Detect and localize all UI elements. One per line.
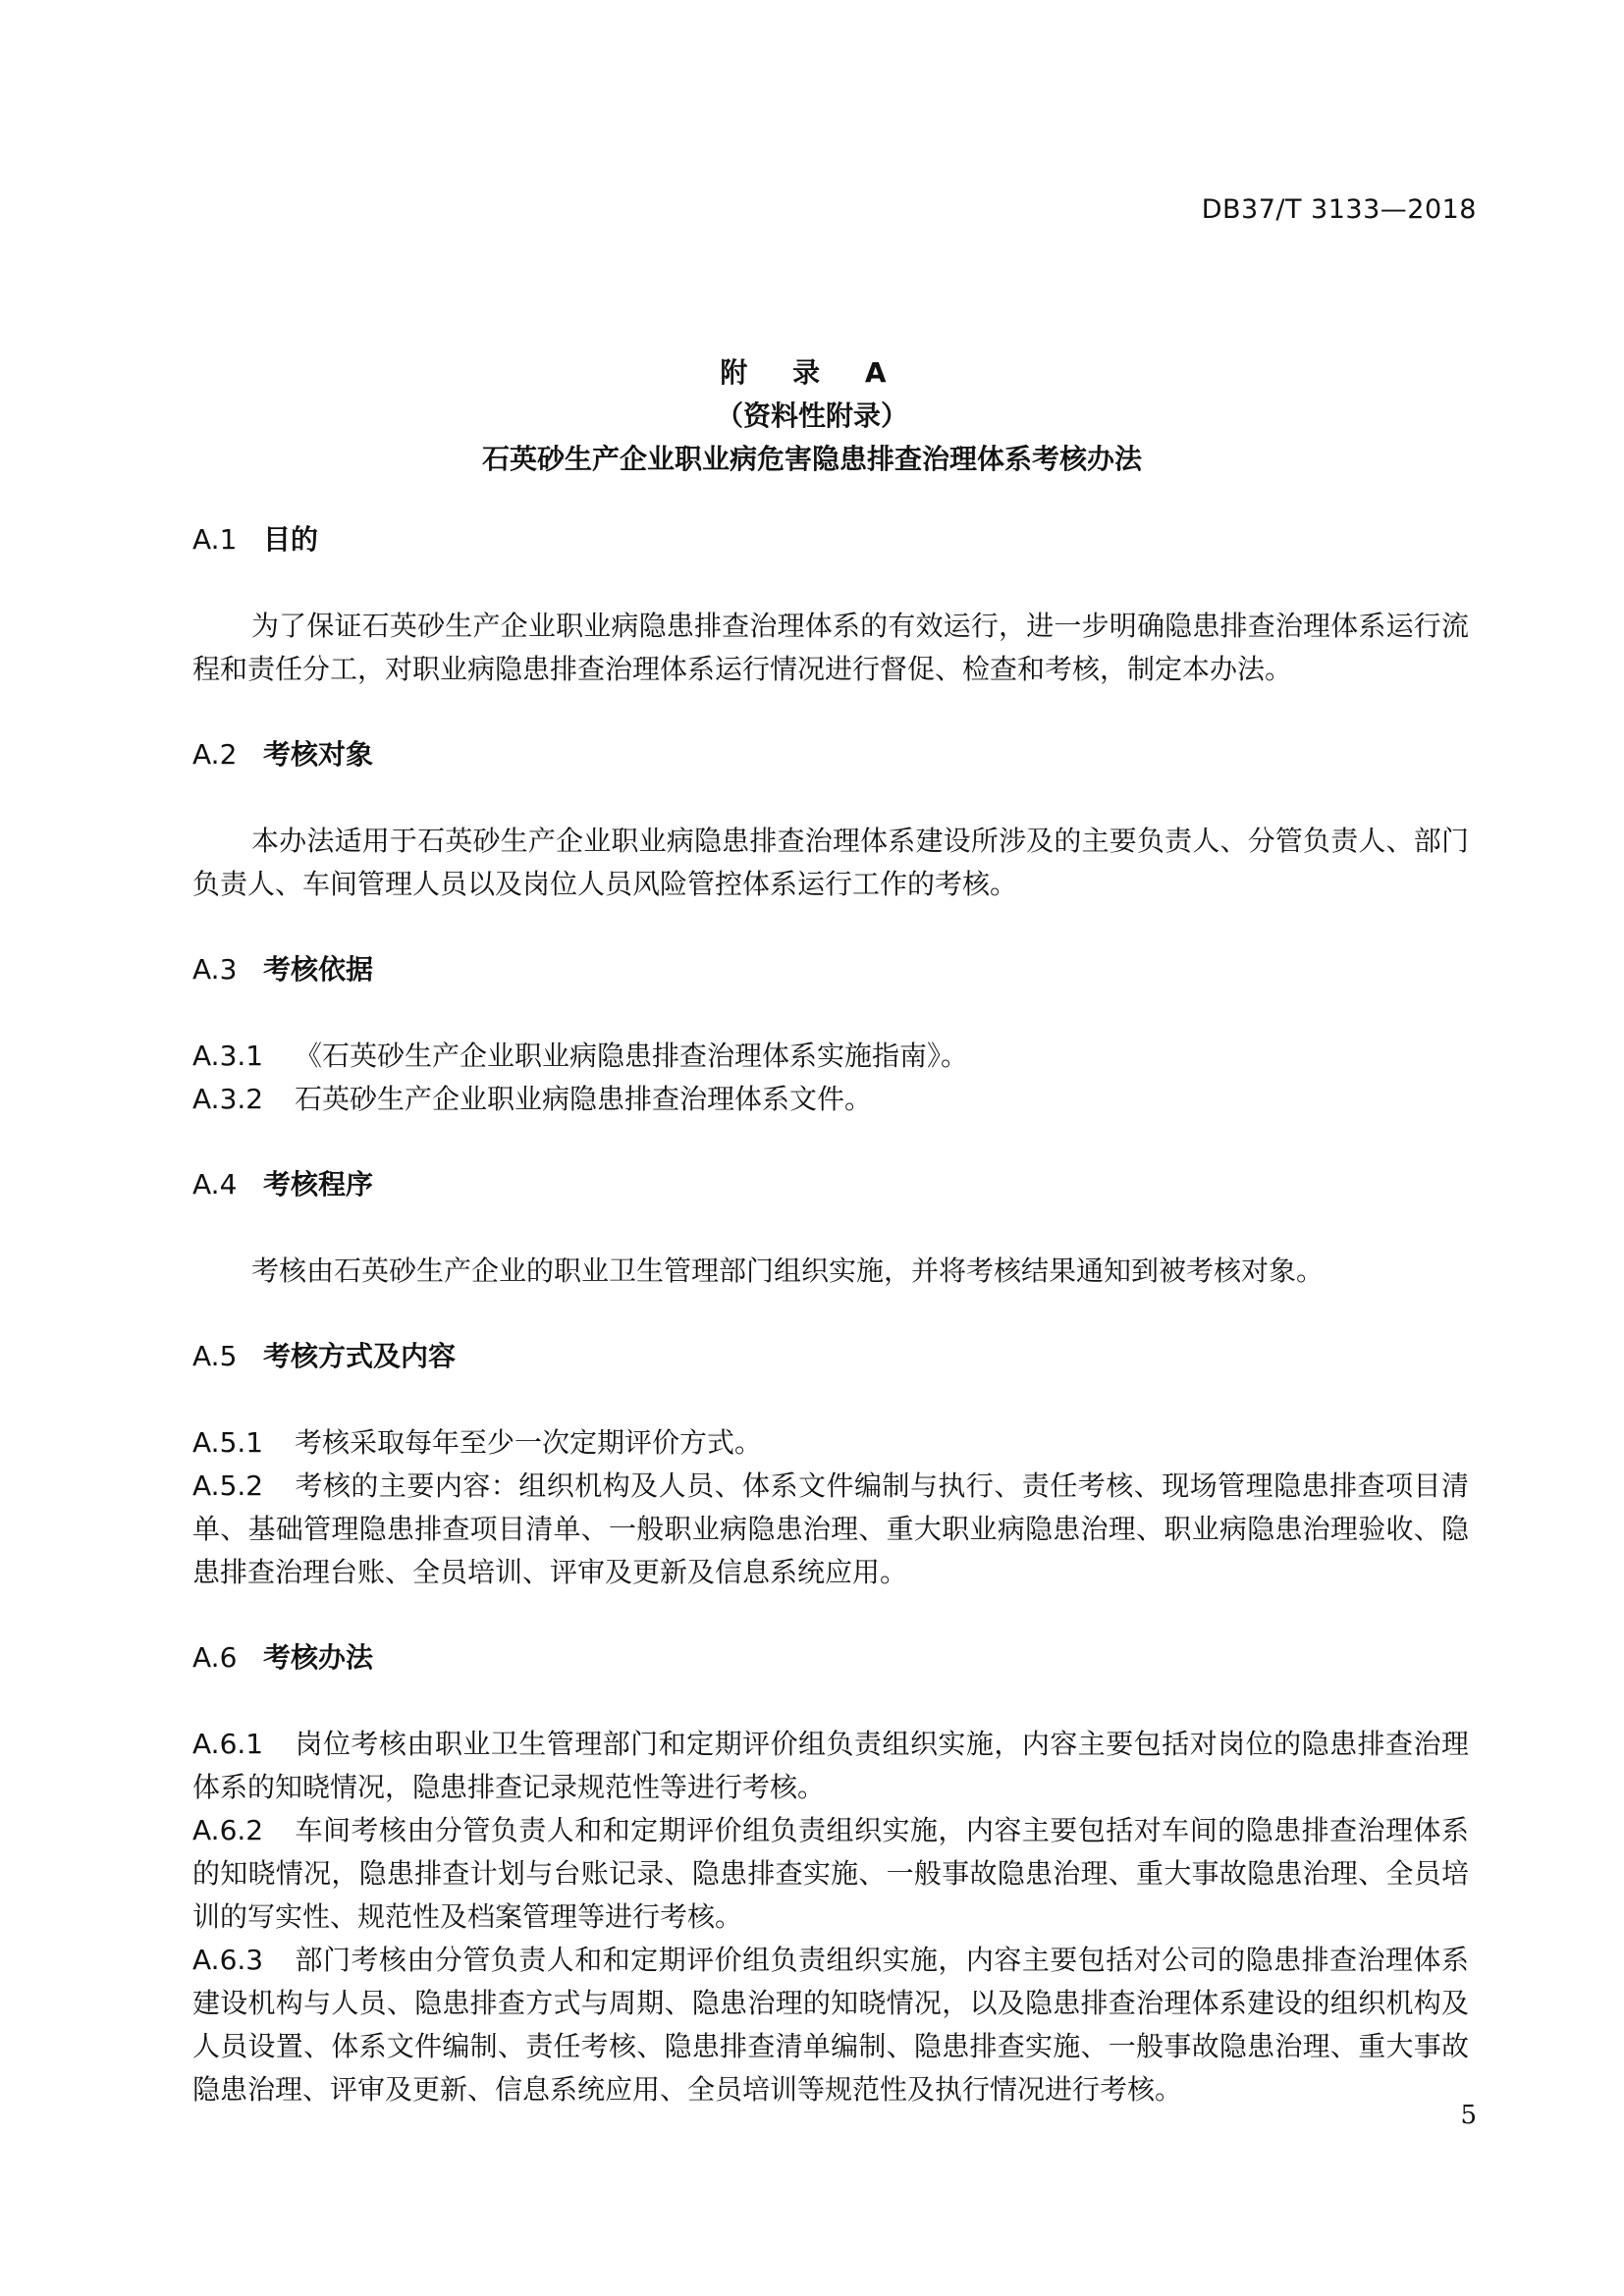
clause-item	[192, 1078, 1469, 1121]
section-heading-a1	[192, 518, 1469, 561]
clause-number: A.5.1	[192, 1426, 264, 1459]
clause-text: 石英砂生产企业职业病隐患排查治理体系文件。	[295, 1083, 873, 1115]
section-number: A.6	[192, 1641, 238, 1674]
clause-number: A.3.1	[192, 1040, 264, 1072]
section-paragraph: 为了保证石英砂生产企业职业病隐患排查治理体系的有效运行，进一步明确隐患排查治理体系运行流程和责任分工，对职业病隐患排查治理体系运行情况进行督促、检查和考核，制定本办法。	[192, 610, 1469, 685]
section-number: A.2	[192, 738, 238, 771]
clause-text: 考核采取每年至少一次定期评价方式。	[295, 1426, 763, 1459]
section-title: 考核方式及内容	[263, 1340, 457, 1372]
section-heading-a4	[192, 1163, 1469, 1206]
clause-number: A.6.1	[192, 1728, 264, 1760]
section-heading-a6	[192, 1636, 1469, 1680]
page-number: 5	[1460, 2101, 1477, 2130]
section-number: A.3	[192, 953, 238, 986]
section-paragraph: 考核由石英砂生产企业的职业卫生管理部门组织实施，并将考核结果通知到被考核对象。	[251, 1255, 1325, 1287]
section-number: A.1	[192, 523, 238, 556]
appendix-title: 石英砂生产企业职业病危害隐患排查治理体系考核办法	[481, 443, 1142, 475]
section-title: 考核依据	[263, 953, 374, 986]
section-paragraph: 本办法适用于石英砂生产企业职业病隐患排查治理体系建设所涉及的主要负责人、分管负责人、部门负责人、车间管理人员以及岗位人员风险管控体系运行工作的考核。	[192, 825, 1469, 900]
clause-item	[192, 1421, 1469, 1465]
document-body	[192, 518, 1469, 2111]
section-heading-a2	[192, 733, 1469, 776]
appendix-header	[0, 351, 1624, 481]
clause-text: 岗位考核由职业卫生管理部门和定期评价组负责组织实施，内容主要包括对岗位的隐患排查治理体系的知晓情况，隐患排查记录规范性等进行考核。	[192, 1728, 1469, 1803]
section-title: 考核程序	[263, 1168, 374, 1201]
document-code: DB37/T 3133—2018	[1201, 194, 1477, 225]
clause-number: A.6.3	[192, 1944, 264, 1976]
clause-number: A.3.2	[192, 1083, 264, 1115]
section-title: 目的	[263, 523, 319, 556]
clause-number: A.5.2	[192, 1469, 264, 1502]
section-title: 考核对象	[263, 738, 374, 771]
clause-text: 部门考核由分管负责人和和定期评价组负责组织实施，内容主要包括对公司的隐患排查治理体系建设机构与人员、隐患排查方式与周期、隐患治理的知晓情况，以及隐患排查治理体系建设的组织机构及人员设置、体系文件编制、责任考核、隐患排查清单编制、隐患排查实施、一般事故隐患治理、重大事故隐患治理、评审及更新、信息系统应用、全员培训等规范性及执行情况进行考核。	[192, 1944, 1469, 2106]
clause-item	[192, 1939, 1469, 2111]
clause-number: A.6.2	[192, 1814, 264, 1846]
clause-item	[192, 1723, 1469, 1809]
section-heading-a3	[192, 948, 1469, 991]
section-number: A.5	[192, 1340, 238, 1372]
section-title: 考核办法	[263, 1641, 374, 1674]
clause-text: 考核的主要内容：组织机构及人员、体系文件编制与执行、责任考核、现场管理隐患排查项目清单、基础管理隐患排查项目清单、一般职业病隐患治理、重大职业病隐患治理、职业病隐患治理验收、隐患排查治理台账、全员培训、评审及更新及信息系统应用。	[192, 1469, 1469, 1588]
section-number: A.4	[192, 1168, 238, 1201]
section-heading-a5	[192, 1335, 1469, 1378]
clause-item	[192, 1465, 1469, 1594]
clause-text: 《石英砂生产企业职业病隐患排查治理体系实施指南》。	[295, 1040, 969, 1072]
appendix-type: （资料性附录）	[715, 400, 908, 432]
clause-item	[192, 1809, 1469, 1939]
clause-text: 车间考核由分管负责人和和定期评价组负责组织实施，内容主要包括对车间的隐患排查治理体系的知晓情况，隐患排查计划与台账记录、隐患排查实施、一般事故隐患治理、重大事故隐患治理、全员培训的写实性、规范性及档案管理等进行考核。	[192, 1814, 1469, 1933]
clause-item	[192, 1035, 1469, 1078]
appendix-label: 附 录 A	[720, 356, 904, 389]
